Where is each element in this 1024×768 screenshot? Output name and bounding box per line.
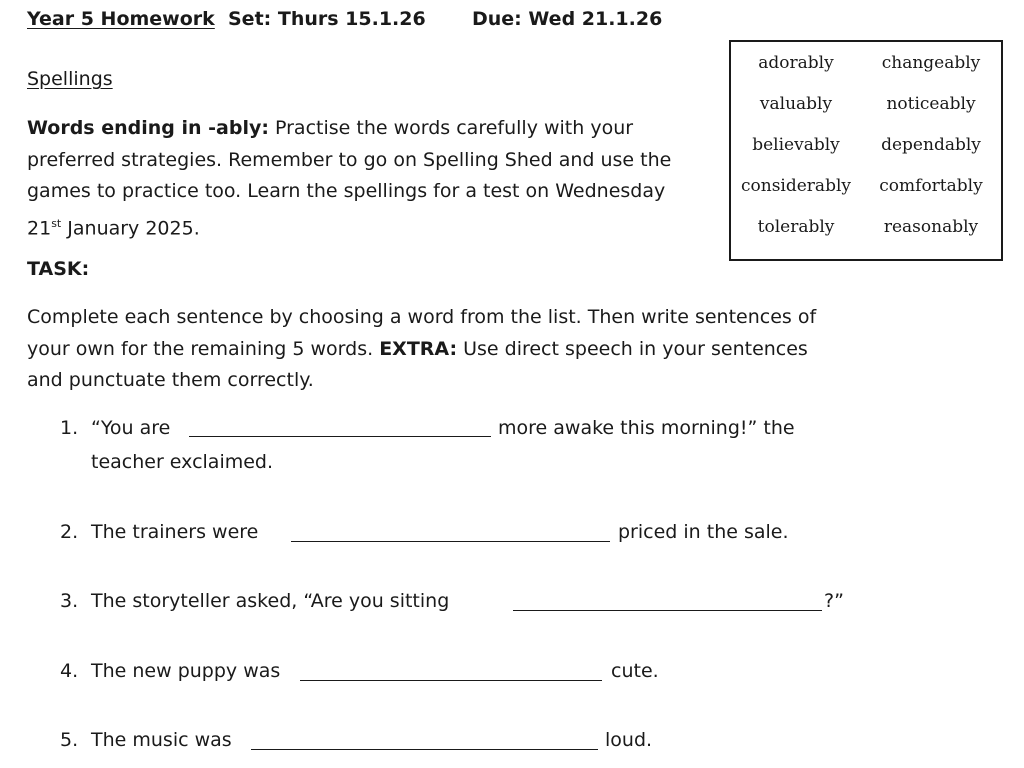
word-list-item: adorably [758,53,834,73]
intro-bold: Words ending in -ably: [27,117,269,139]
sentence-5-number: 5. [60,729,79,751]
intro-line-2: preferred strategies. Remember to go on Spelling Shed and use the [27,148,672,171]
sentence-1-blank[interactable] [189,436,491,437]
intro-line-1-text: Practise the words carefully with your [268,117,634,139]
word-list-item: comfortably [879,176,983,196]
sentence-4-blank[interactable] [300,680,602,681]
sentence-1-number: 1. [60,417,79,439]
task-heading: TASK: [27,258,90,280]
intro-line-3: games to practice too. Learn the spellings for a test on Wednesday [27,180,666,202]
sentence-4-number: 4. [60,660,79,682]
word-list-item: valuably [759,94,833,114]
homework-title: Year 5 Homework [27,8,215,30]
sentence-4-before: The new puppy was [91,660,281,682]
word-list-item: reasonably [883,217,979,237]
due-date: Due: Wed 21.1.26 [472,8,663,30]
sentence-1-after: more awake this morning!” the [498,417,795,439]
sentence-2-number: 2. [60,521,79,543]
sentence-2-after: priced in the sale. [618,521,789,543]
sentence-5-after: loud. [605,729,653,751]
intro-month-year: January 2025. [61,216,200,239]
word-list-item: tolerably [757,217,835,237]
sentence-5-before: The music was [91,729,232,751]
intro-day-suffix: st [51,216,62,230]
sentence-3-blank[interactable] [513,610,822,611]
sentence-2-blank[interactable] [291,541,610,542]
task-line-2-a: your own for the remaining 5 words. [27,337,380,360]
task-line-1: Complete each sentence by choosing a word from the list. Then write sentences of [27,306,817,328]
intro-paragraph [27,113,671,244]
word-list-item: dependably [881,135,981,155]
task-paragraph [27,302,816,397]
sentence-3-before: The storyteller asked, “Are you sitting [91,590,450,612]
task-line-3: and punctuate them correctly. [27,369,314,391]
intro-line-4 [27,208,671,245]
spellings-heading: Spellings [27,68,113,90]
sentence-1-before: “You are [91,417,171,439]
intro-line-1 [27,113,671,145]
sentence-3-after: ?” [824,590,844,612]
word-list-item: changeably [881,53,981,73]
extra-label: EXTRA: [379,337,458,360]
word-list-box [729,40,1003,261]
intro-day: 21 [27,216,52,239]
word-list-item: believably [752,135,840,155]
sentence-4-after: cute. [611,660,659,682]
sentence-5-blank[interactable] [251,749,598,750]
word-list-item: considerably [741,176,851,196]
sentence-3-number: 3. [60,590,79,612]
set-date: Set: Thurs 15.1.26 [228,8,426,30]
sentence-2-before: The trainers were [91,521,259,543]
word-list-item: noticeably [886,94,976,114]
sentence-1-continuation: teacher exclaimed. [91,451,274,473]
task-line-2 [27,334,816,366]
task-line-2-b: Use direct speech in your sentences [457,337,808,360]
